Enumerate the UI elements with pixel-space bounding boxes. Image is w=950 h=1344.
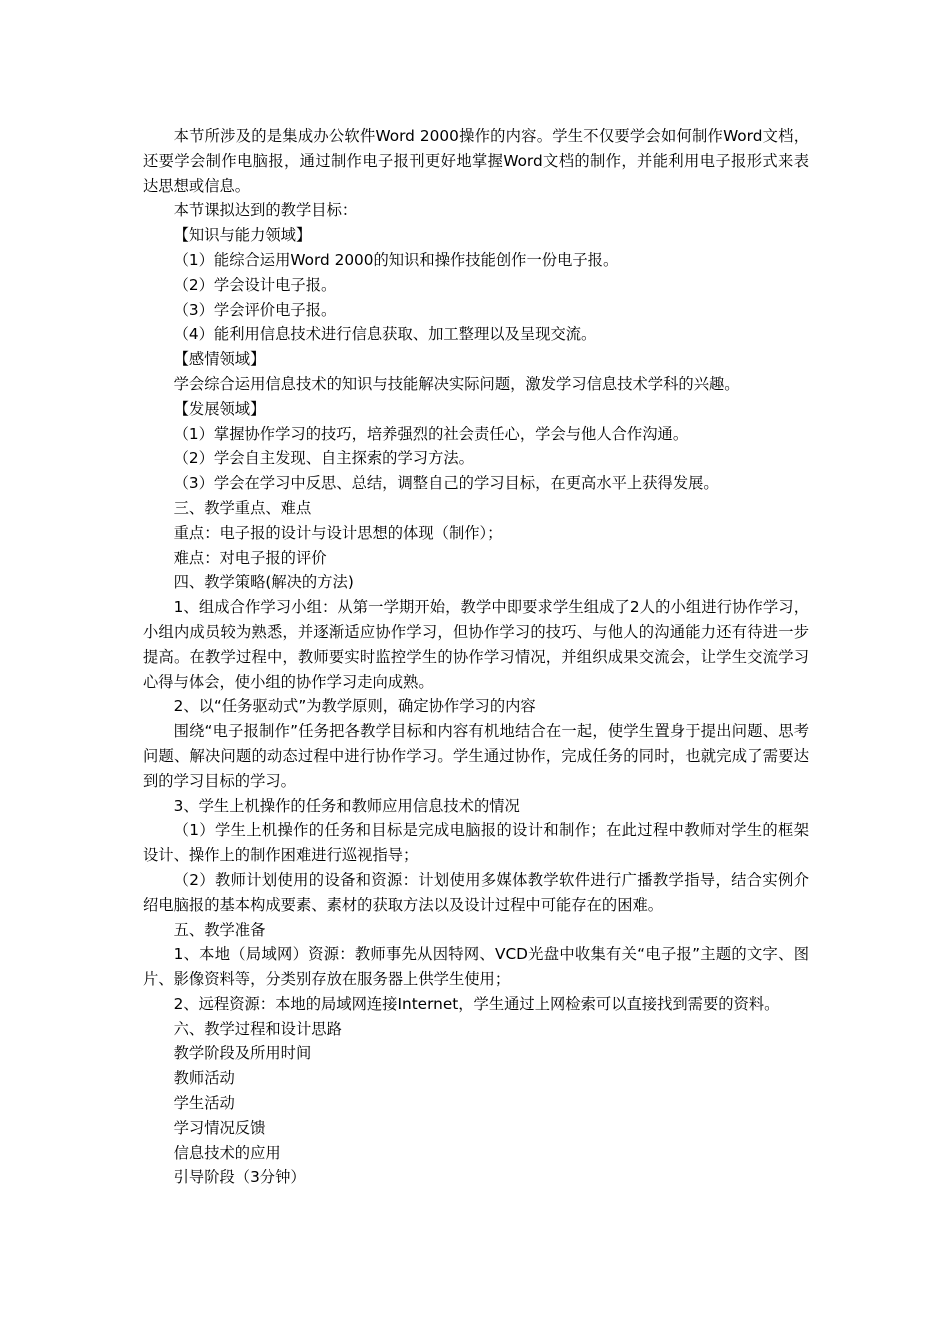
development-item-1: （1）掌握协作学习的技巧，培养强烈的社会责任心，学会与他人合作沟通。	[173, 424, 689, 443]
process-feedback: 学习情况反馈	[173, 1118, 266, 1137]
heading-process: 六、教学过程和设计思路	[173, 1019, 342, 1038]
process-it-application: 信息技术的应用	[173, 1143, 281, 1162]
heading-key-points: 三、教学重点、难点	[173, 498, 312, 517]
strategy-item-1: 1、组成合作学习小组：从第一学期开始，教学中即要求学生组成了2人的小组进行协作学习，小组内成员较为熟悉，并逐渐适应协作学习，但协作学习的技巧、与他人的沟通能力还有待进一步提高。在教学过程中，教师要实时监控学生的协作学习情况，并组织成果交流会，让学生交流学习心得与体会，使小组的协作学习走向成熟。	[143, 598, 809, 691]
difficult-point: 难点：对电子报的评价	[173, 548, 327, 567]
section-emotion: 【感情领域】	[173, 350, 266, 369]
strategy-item-3-sub-2: （2）教师计划使用的设备和资源：计划使用多媒体教学软件进行广播教学指导，结合实例介绍电脑报的基本构成要素、素材的获取方法以及设计过程中可能存在的困难。	[143, 870, 809, 914]
strategy-item-3-sub-1: （1）学生上机操作的任务和目标是完成电脑报的设计和制作；在此过程中教师对学生的框架设计、操作上的制作困难进行巡视指导；	[143, 821, 809, 865]
intro-paragraph: 本节所涉及的是集成办公软件Word 2000操作的内容。学生不仅要学会如何制作Word文档，还要学会制作电脑报，通过制作电子报刊更好地掌握Word文档的制作，并能利用电子报形式来表达思想或信息。	[143, 127, 809, 195]
document-body	[143, 124, 809, 1190]
process-guide-stage: 引导阶段（3分钟）	[173, 1168, 306, 1187]
strategy-item-2-detail: 围绕“电子报制作”任务把各教学目标和内容有机地结合在一起，使学生置身于提出问题、思考问题、解决问题的动态过程中进行协作学习。学生通过协作，完成任务的同时，也就完成了需要达到的学习目标的学习。	[143, 722, 809, 790]
strategy-item-2: 2、以“任务驱动式”为教学原则，确定协作学习的内容	[173, 697, 536, 716]
preparation-item-2: 2、远程资源：本地的局域网连接Internet，学生通过上网检索可以直接找到需要的资料。	[173, 994, 780, 1013]
emotion-text: 学会综合运用信息技术的知识与技能解决实际问题，激发学习信息技术学科的兴趣。	[173, 374, 740, 393]
heading-strategy: 四、教学策略(解决的方法)	[173, 573, 354, 592]
development-item-2: （2）学会自主发现、自主探索的学习方法。	[173, 449, 474, 468]
process-teacher-activity: 教师活动	[173, 1069, 235, 1088]
strategy-item-3: 3、学生上机操作的任务和教师应用信息技术的情况	[173, 796, 520, 815]
knowledge-item-3: （3）学会评价电子报。	[173, 300, 337, 319]
knowledge-item-1: （1）能综合运用Word 2000的知识和操作技能创作一份电子报。	[173, 250, 619, 269]
goals-heading: 本节课拟达到的教学目标：	[173, 201, 358, 220]
knowledge-item-2: （2）学会设计电子报。	[173, 275, 337, 294]
section-knowledge-ability: 【知识与能力领域】	[173, 226, 312, 245]
process-student-activity: 学生活动	[173, 1094, 235, 1113]
process-stage-time: 教学阶段及所用时间	[173, 1044, 312, 1063]
section-development: 【发展领域】	[173, 399, 266, 418]
preparation-item-1: 1、本地（局域网）资源：教师事先从因特网、VCD光盘中收集有关“电子报”主题的文字、图片、影像资料等，分类别存放在服务器上供学生使用；	[143, 945, 809, 989]
development-item-3: （3）学会在学习中反思、总结，调整自己的学习目标，在更高水平上获得发展。	[173, 474, 719, 493]
heading-preparation: 五、教学准备	[173, 920, 266, 939]
key-point: 重点：电子报的设计与设计思想的体现（制作）；	[173, 523, 503, 542]
knowledge-item-4: （4）能利用信息技术进行信息获取、加工整理以及呈现交流。	[173, 325, 597, 344]
